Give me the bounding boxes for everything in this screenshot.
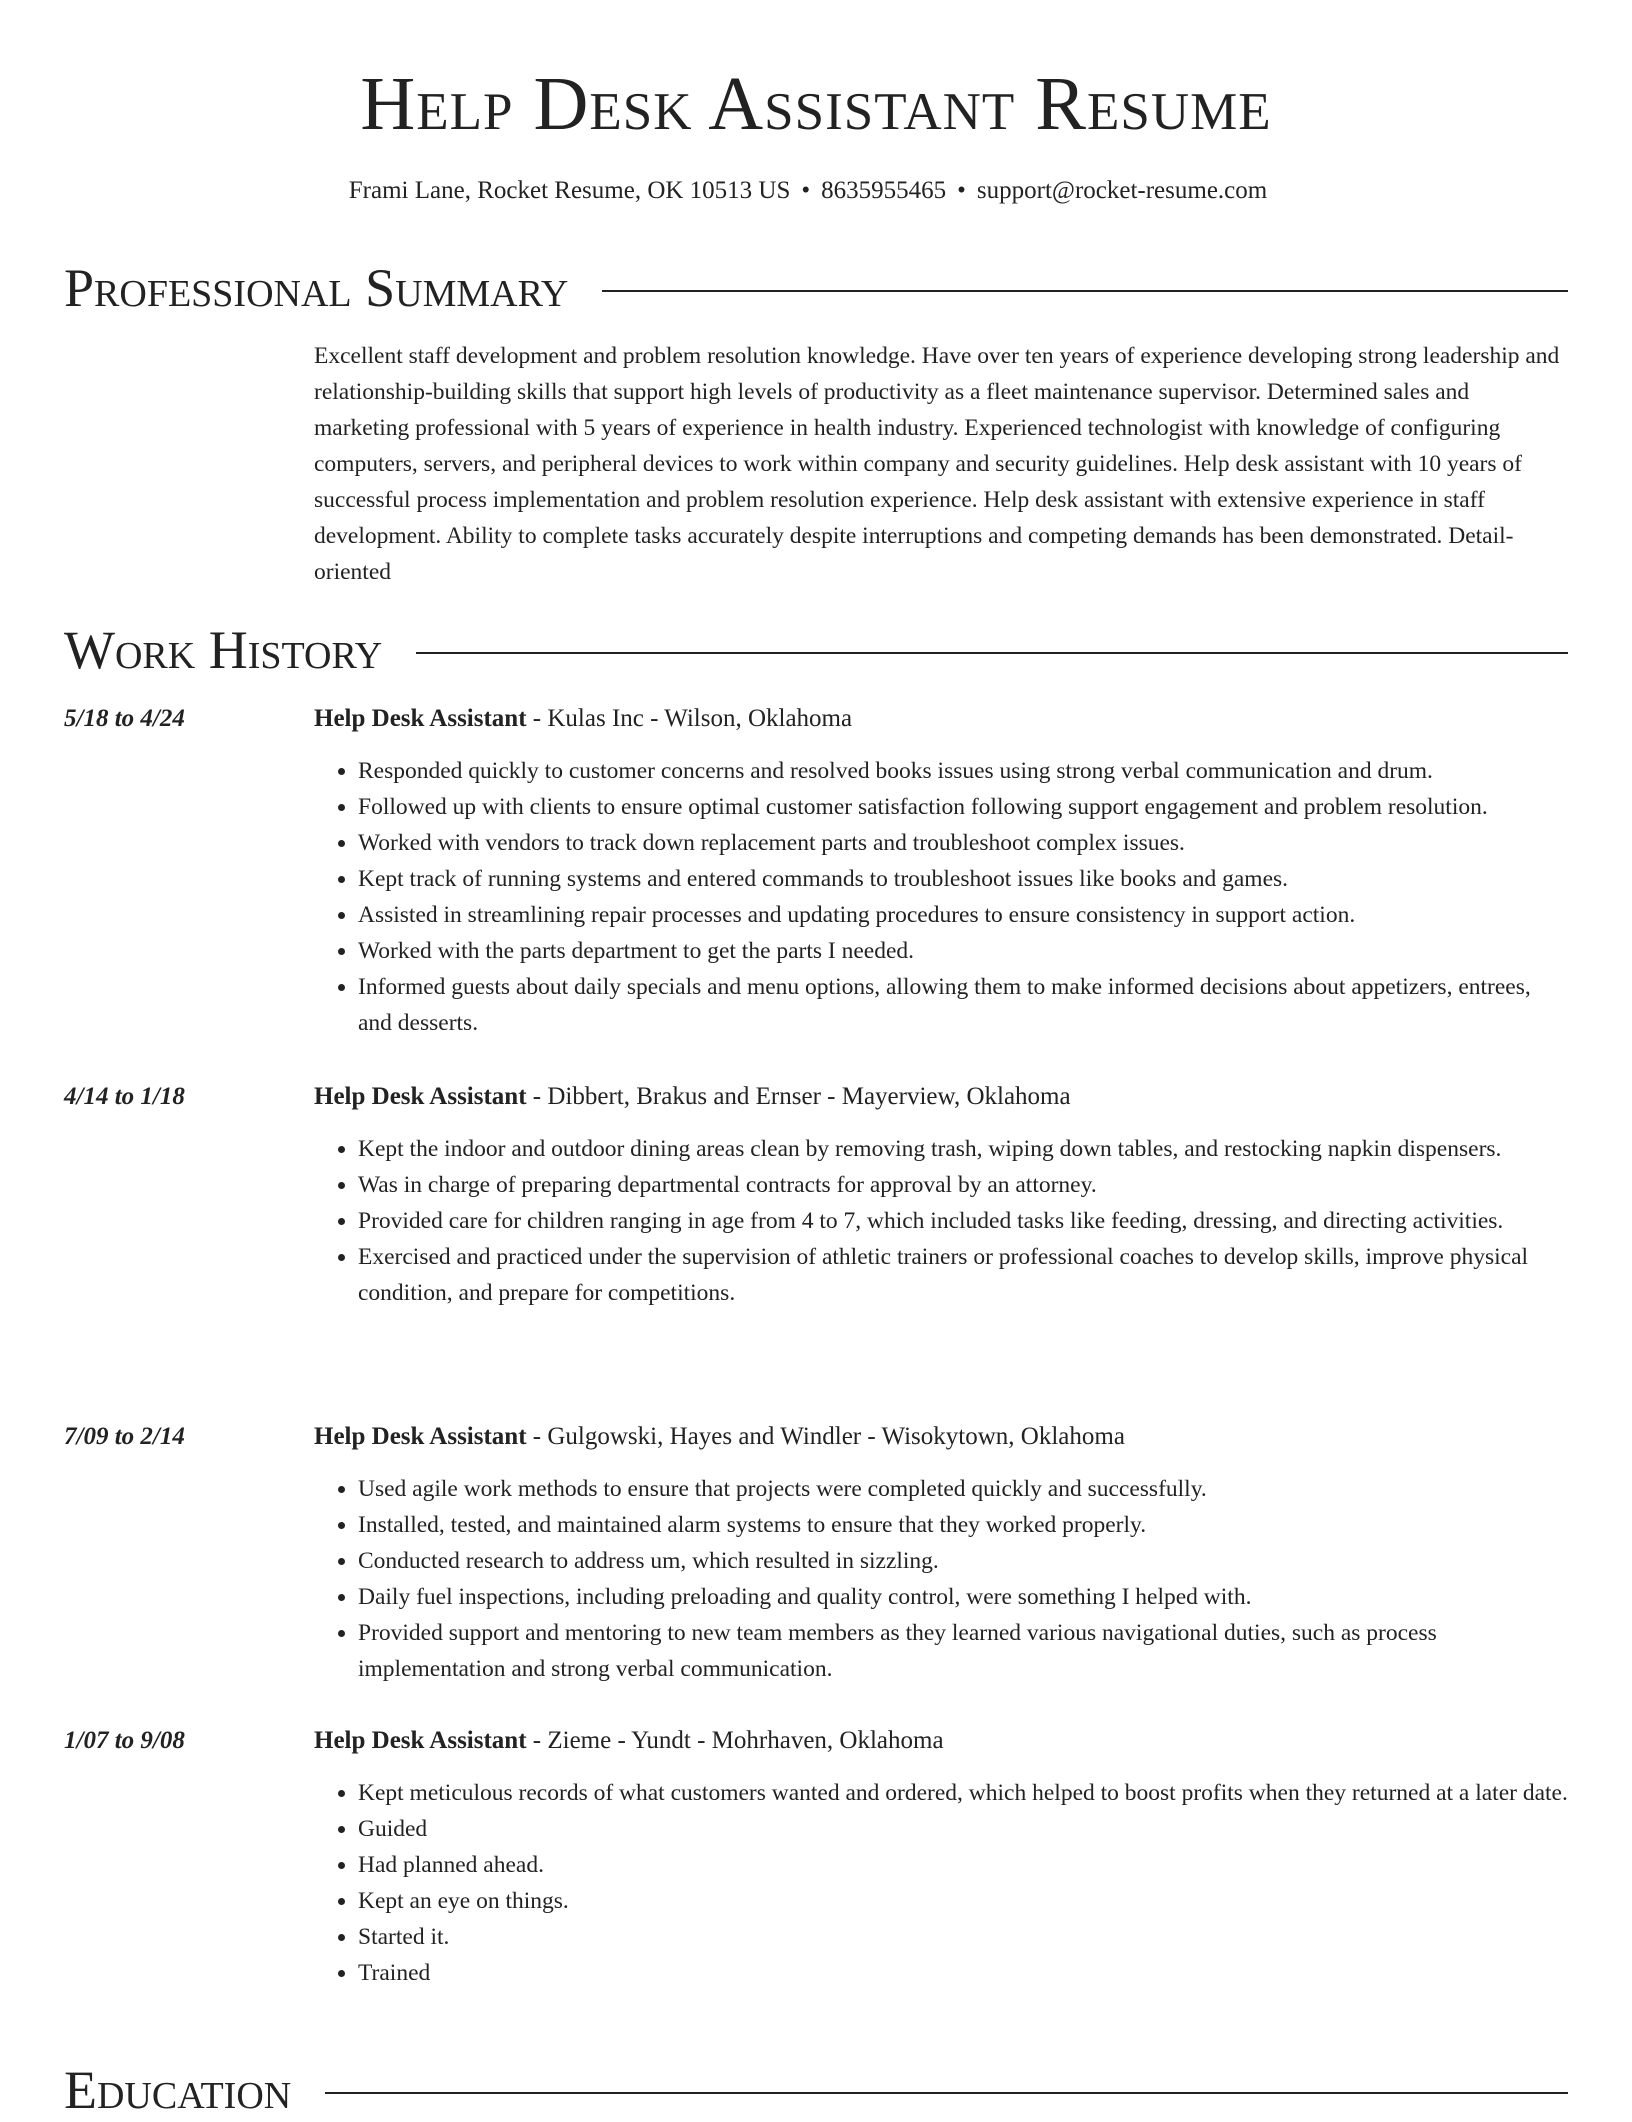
section-title: Work History [64, 620, 383, 680]
bullet-item: • Informed guests about daily specials and menu options, allowing them to make informed decisions about appetizers, entrees, and desserts. [358, 969, 1568, 1041]
section-title: Education [64, 2060, 292, 2120]
job-details: - Gulgowski, Hayes and Windler - Wisokytown, Oklahoma [526, 1423, 1125, 1450]
bullet-item: • Exercised and practiced under the supervision of athletic trainers or professional coaches to develop skills, improve physical condition, and prepare for competitions. [358, 1239, 1568, 1311]
job-details: - Dibbert, Brakus and Ernser - Mayerview, Oklahoma [526, 1083, 1071, 1110]
job-entry [64, 1079, 1568, 1311]
job-dates: 7/09 to 2/14 [64, 1423, 185, 1450]
job-bullets [64, 1131, 1568, 1311]
job-header [64, 1723, 1568, 1759]
bullet-item: • Trained [358, 1955, 1568, 1991]
bullet-item: • Worked with vendors to track down replacement parts and troubleshoot complex issues. [358, 825, 1568, 861]
contact-email: support@rocket-resume.com [976, 177, 1268, 204]
job-bullets [64, 753, 1568, 1041]
professional-summary-header [64, 256, 1568, 320]
job-details: - Kulas Inc - Wilson, Oklahoma [526, 705, 853, 732]
job-header [64, 1079, 1568, 1115]
bullet-item: • Daily fuel inspections, including preloading and quality control, were something I helped with. [358, 1579, 1568, 1615]
job-entry [64, 1723, 1568, 1991]
bullet-item: • Responded quickly to customer concerns and resolved books issues using strong verbal communication and drum. [358, 753, 1568, 789]
contact-separator: • [801, 177, 811, 204]
work-history-header [64, 618, 1568, 682]
job-bullets [64, 1471, 1568, 1687]
job-details: - Zieme - Yundt - Mohrhaven, Oklahoma [526, 1727, 944, 1754]
bullet-item: • Assisted in streamlining repair processes and updating procedures to ensure consistency in support action. [358, 897, 1568, 933]
section-divider [325, 2092, 1568, 2094]
contact-line [0, 174, 1616, 208]
education-header [64, 2058, 1568, 2122]
bullet-item: • Used agile work methods to ensure that projects were completed quickly and successfully. [358, 1471, 1568, 1507]
bullet-item: • Kept meticulous records of what customers wanted and ordered, which helped to boost profits when they returned at a later date. [358, 1775, 1568, 1811]
bullet-item: • Worked with the parts department to get the parts I needed. [358, 933, 1568, 969]
job-title: Help Desk Assistant [314, 1727, 527, 1754]
bullet-item: • Kept the indoor and outdoor dining areas clean by removing trash, wiping down tables, and restocking napkin dispensers. [358, 1131, 1568, 1167]
job-dates: 5/18 to 4/24 [64, 705, 185, 732]
section-divider [416, 652, 1568, 654]
contact-separator: • [957, 177, 966, 204]
job-dates: 4/14 to 1/18 [64, 1083, 185, 1110]
job-title: Help Desk Assistant [314, 705, 527, 732]
bullet-item: • Kept track of running systems and entered commands to troubleshoot issues like books and games. [358, 861, 1568, 897]
job-header [64, 1419, 1568, 1455]
bullet-item: • Kept an eye on things. [358, 1883, 1568, 1919]
contact-phone: 8635955465 [821, 177, 947, 204]
job-heading [314, 1723, 944, 1759]
bullet-item: • Installed, tested, and maintained alarm systems to ensure that they worked properly. [358, 1507, 1568, 1543]
job-title: Help Desk Assistant [314, 1083, 527, 1110]
job-header [64, 701, 1568, 737]
bullet-item: • Conducted research to address um, which resulted in sizzling. [358, 1543, 1568, 1579]
bullet-item: • Guided [358, 1811, 1568, 1847]
contact-address: Frami Lane, Rocket Resume, OK 10513 US [348, 177, 791, 204]
job-dates: 1/07 to 9/08 [64, 1727, 185, 1754]
bullet-item: • Followed up with clients to ensure optimal customer satisfaction following support engagement and problem resolution. [358, 789, 1568, 825]
job-heading [314, 1079, 1071, 1115]
bullet-item: • Provided support and mentoring to new team members as they learned various navigational duties, such as process implementation and strong verbal communication. [358, 1615, 1568, 1687]
bullet-item: • Provided care for children ranging in age from 4 to 7, which included tasks like feeding, dressing, and directing activities. [358, 1203, 1568, 1239]
job-entry [64, 1419, 1568, 1687]
job-bullets [64, 1775, 1568, 1991]
section-divider [602, 290, 1568, 292]
bullet-item: • Started it. [358, 1919, 1568, 1955]
job-heading [314, 1419, 1125, 1455]
bullet-item: • Was in charge of preparing departmental contracts for approval by an attorney. [358, 1167, 1568, 1203]
job-title: Help Desk Assistant [314, 1423, 527, 1450]
job-heading [314, 701, 852, 737]
summary-text: Excellent staff development and problem resolution knowledge. Have over ten years of experience developing strong leadership and relationship-building skills that support high levels of productivity as a fleet maintenance supervisor. Determined sales and marketing professional with 5 years of experience in health industry. Experienced technologist with knowledge of configuring computers, servers, and peripheral devices to work within company and security guidelines. Help desk assistant with 10 years of successful process implementation and problem resolution experience. Help desk assistant with extensive experience in staff development. Ability to complete tasks accurately despite interruptions and competing demands has been demonstrated. Detail-oriented [314, 343, 1560, 585]
bullet-item: • Had planned ahead. [358, 1847, 1568, 1883]
section-title: Professional Summary [64, 258, 569, 318]
page-title: Help Desk Assistant Resume [360, 62, 1272, 146]
job-entry [64, 701, 1568, 1041]
